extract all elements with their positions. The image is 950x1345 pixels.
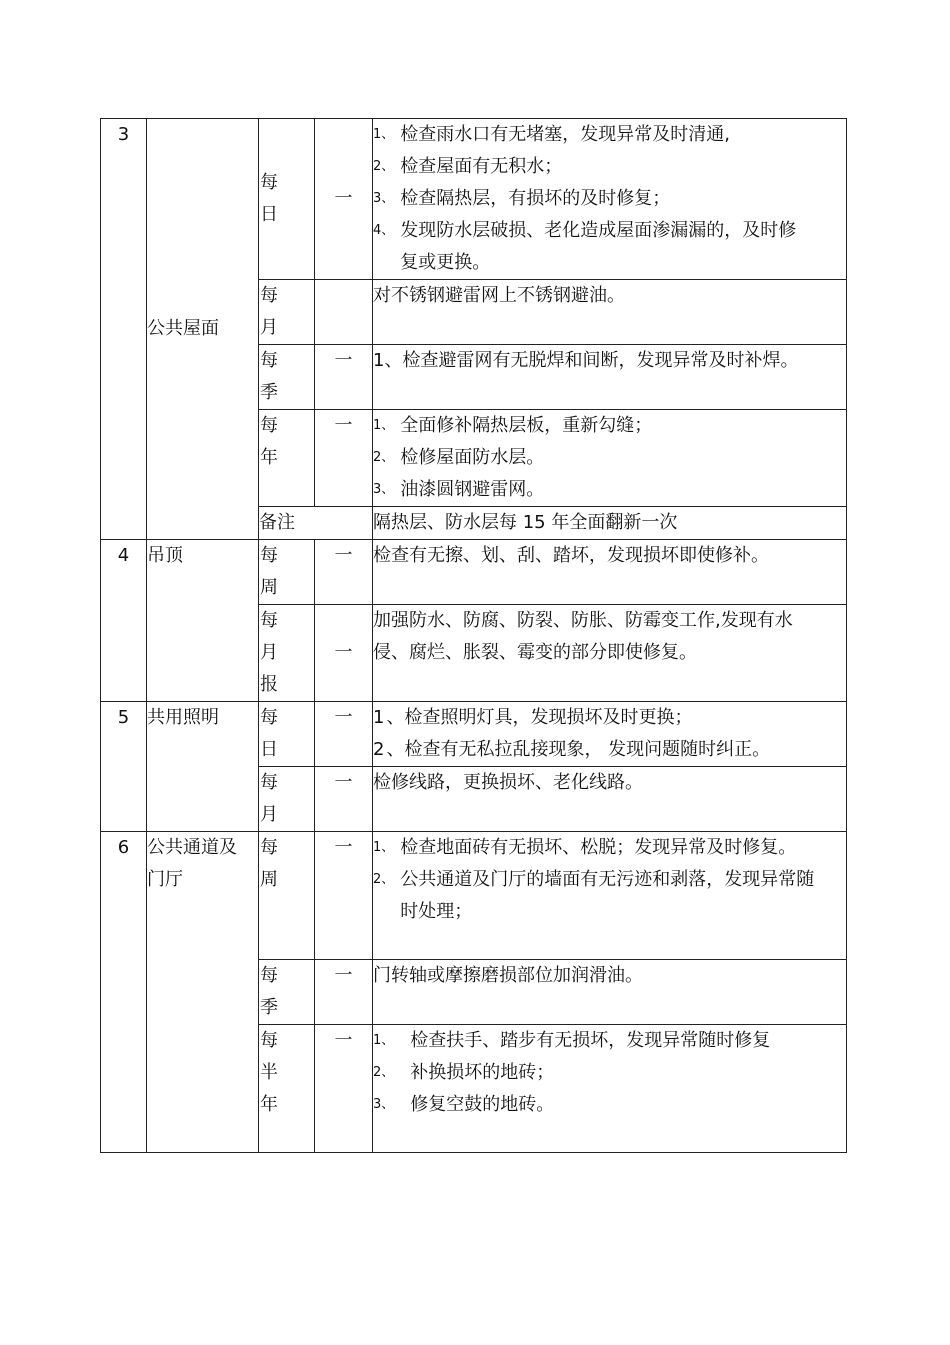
- frequency-cell: 每 季: [259, 960, 315, 1025]
- dash-cell: 一: [315, 1025, 373, 1153]
- section-number: 4: [101, 540, 147, 702]
- list-item: 2、 检修屋面防水层。: [373, 447, 545, 468]
- list-item: 2 、检查有无私拉乱接现象， 发现问题随时纠正。: [373, 739, 771, 760]
- note-label: 备注: [259, 507, 373, 540]
- dash-cell: 一: [315, 540, 373, 605]
- frequency-cell: 每 月: [259, 280, 315, 345]
- list-item: 2、 补换损坏的地砖；: [373, 1062, 555, 1083]
- frequency-cell: 每 月: [259, 767, 315, 832]
- list-item: 1、 检查雨水口有无堵塞，发现异常及时清通,: [373, 124, 731, 145]
- list-item: 3、 修复空鼓的地砖。: [373, 1094, 555, 1115]
- section-number: 3: [101, 119, 147, 540]
- content-cell: [373, 832, 847, 960]
- table-row: [101, 702, 847, 767]
- dash-cell: 一: [315, 345, 373, 410]
- section-number: 5: [101, 702, 147, 832]
- frequency-cell: 每 周: [259, 540, 315, 605]
- content-cell: 1、检查避雷网有无脱焊和间断，发现异常及时补焊。: [373, 345, 847, 410]
- section-area: 吊顶: [147, 540, 259, 702]
- list-item: 2、 公共通道及门厅的墙面有无污迹和剥落，发现异常随时处理；: [373, 869, 815, 922]
- content-cell: 对不锈钢避雷网上不锈钢避油。: [373, 280, 847, 345]
- list-item: 3、 油漆圆钢避雷网。: [373, 479, 545, 500]
- list-item: 1、 全面修补隔热层板，重新勾缝；: [373, 415, 653, 436]
- section-area: 共用照明: [147, 702, 259, 832]
- content-cell: 检修线路，更换损坏、老化线路。: [373, 767, 847, 832]
- frequency-cell: 每 季: [259, 345, 315, 410]
- note-text: 隔热层、防水层每 15 年全面翻新一次: [373, 507, 847, 540]
- frequency-cell: 每 日: [259, 119, 315, 280]
- section-number: 6: [101, 832, 147, 1153]
- dash-cell: 一: [315, 119, 373, 280]
- content-cell: [373, 410, 847, 507]
- frequency-cell: 每 月 报: [259, 605, 315, 702]
- dash-cell: 一: [315, 702, 373, 767]
- content-cell: 门转轴或摩擦磨损部位加润滑油。: [373, 960, 847, 1025]
- dash-cell: 一: [315, 960, 373, 1025]
- frequency-cell: 每 半 年: [259, 1025, 315, 1153]
- dash-cell: [315, 280, 373, 345]
- content-cell: 加强防水、防腐、防裂、防胀、防霉变工作,发现有水侵、腐烂、胀裂、霉变的部分即使修复。: [373, 605, 847, 702]
- section-area: 公共通道及门厅: [147, 832, 259, 1153]
- content-cell: [373, 119, 847, 280]
- table-row: [101, 119, 847, 280]
- table-row: [101, 540, 847, 605]
- content-cell: [373, 702, 847, 767]
- table-row: [101, 832, 847, 960]
- list-item: 3、 检查隔热层，有损坏的及时修复；: [373, 188, 671, 209]
- list-item: 4、 发现防水层破损、老化造成屋面渗漏漏的，及时修复或更换。: [373, 220, 797, 273]
- list-item: 1、 检查地面砖有无损坏、松脱；发现异常及时修复。: [373, 837, 797, 858]
- dash-cell: 一: [315, 605, 373, 702]
- frequency-cell: 每 周: [259, 832, 315, 960]
- dash-cell: 一: [315, 832, 373, 960]
- content-cell: 检查有无擦、划、刮、踏坏，发现损坏即使修补。: [373, 540, 847, 605]
- frequency-cell: 每 年: [259, 410, 315, 507]
- list-item: 2、 检查屋面有无积水；: [373, 156, 563, 177]
- content-cell: [373, 1025, 847, 1153]
- frequency-cell: 每 日: [259, 702, 315, 767]
- dash-cell: 一: [315, 410, 373, 507]
- section-area: 公共屋面: [147, 119, 259, 540]
- dash-cell: 一: [315, 767, 373, 832]
- list-item: 1 、检查照明灯具，发现损坏及时更换；: [373, 707, 693, 728]
- list-item: 1、 检查扶手、踏步有无损坏，发现异常随时修复: [373, 1030, 771, 1051]
- maintenance-table: [100, 118, 847, 1153]
